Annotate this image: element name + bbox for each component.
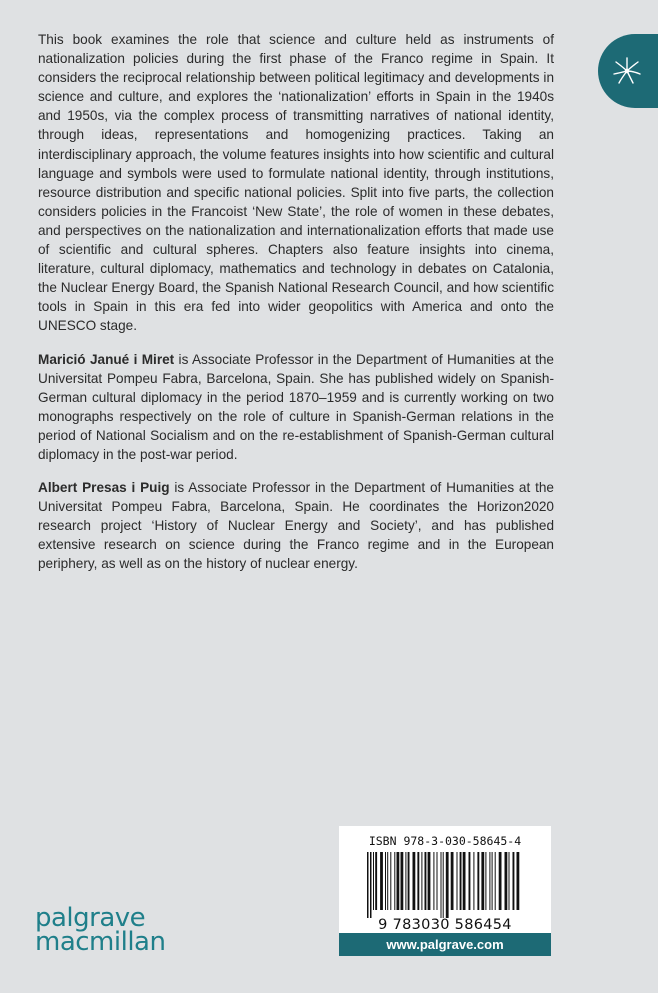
author-name: Albert Presas i Puig [38,480,170,496]
author-bio-text: is Associate Professor in the Department of Humanities at the Universitat Pompeu Fabra, Barcelona, Spain. He coordinates the Horizon2020 research project ‘History of Nuclear Energy and Society’, and has published extensive research on science during the Franco regime and in the European periphery, as well as on the history of nuclear energy. [38,480,554,572]
author-bio [38,478,554,573]
publisher-logo [35,903,166,957]
back-cover-text [38,30,554,588]
barcode-bars [365,852,525,918]
publisher-logo-line1: palgrave [35,903,146,933]
author-bio-text: is Associate Professor in the Department of Humanities at the Universitat Pompeu Fabra, Barcelona, Spain. She has published widely on Spanish-German cultural diplomacy in the period 1870–1959 and is currently working on two monographs respectively on the role of culture in Spanish-German relations in the period of National Socialism and on the re-establishment of Spanish-German cultural diplomacy in the post-war period. [38,351,554,462]
publisher-logo-line2: macmillan [35,927,166,957]
book-description: This book examines the role that science and culture held as instruments of nationalization policies during the first phase of the Franco regime in Spain. It considers the reciprocal relationship between political legitimacy and developments in science and culture, and explores the ‘nationalization’ efforts in Spain in the 1940s and 1950s, via the complex process of transmitting narratives of national identity, through ideas, representations and homogenizing practices. Taking an interdisciplinary approach, the volume features insights into how scientific and cultural language and symbols were used to formulate national identity, through institutions, resource distribution and specific national policies. Split into five parts, the collection considers policies in the Francoist ‘New State’, the role of women in these debates, and perspectives on the nationalization and internationalization efforts that made use of scientific and cultural spheres. Chapters also feature insights into cinema, literature, cultural diplomacy, mathematics and technology in debates on Catalonia, the Nuclear Energy Board, the Spanish National Research Council, and how scientific tools in Spain in this era fed into wider geopolitics with America and onto the UNESCO stage. [38,32,554,334]
publisher-url: www.palgrave.com [339,933,551,956]
author-bio [38,350,554,465]
author-name: Marició Janué i Miret [38,351,175,367]
palgrave-asterisk-icon [612,56,642,86]
barcode-block [339,826,551,956]
series-badge [598,34,658,108]
barcode-digits: 9 783030 586454 [378,917,512,933]
isbn-label: ISBN 978-3-030-58645-4 [368,834,522,848]
